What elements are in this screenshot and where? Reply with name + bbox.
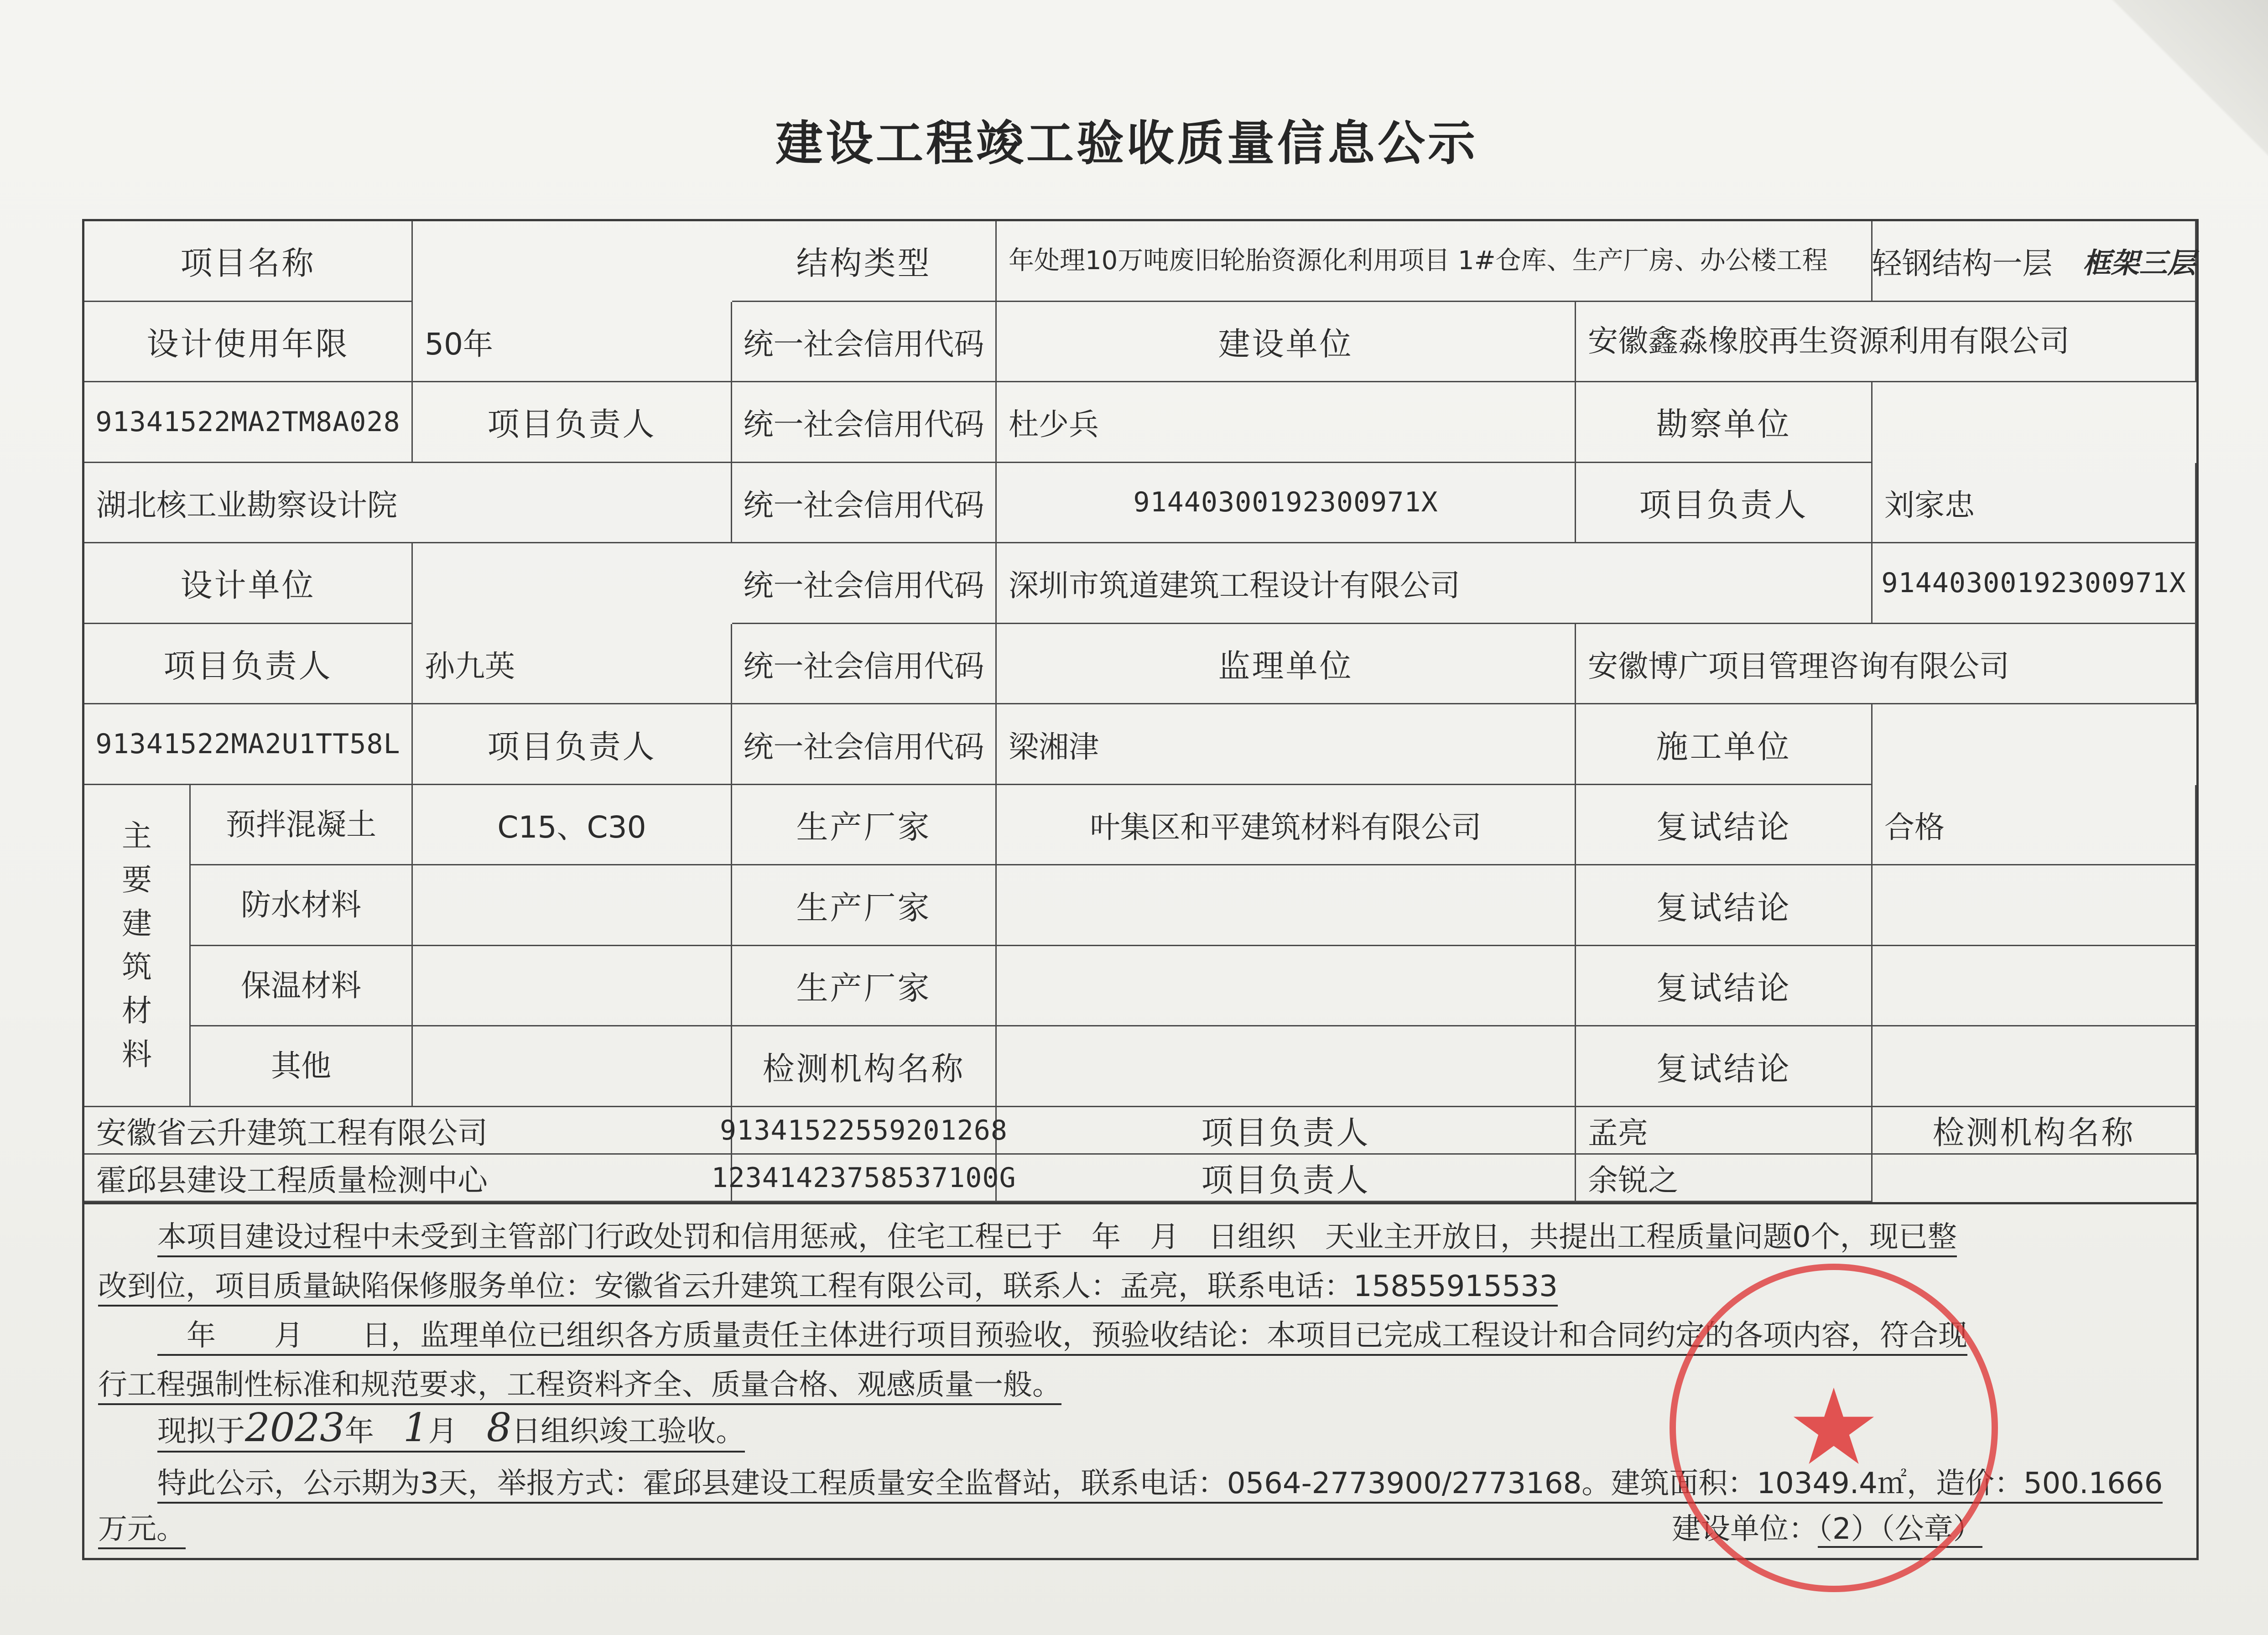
folded-corner [2076,0,2268,192]
project-name-label: 项目名称 [84,221,413,302]
maker-label: 生产厂家 [732,865,997,946]
design-life-label: 设计使用年限 [84,302,413,383]
retest-result [1873,1026,2196,1107]
notice-line: 年 月 日，监理单位已组织各方质量责任主体进行项目预验收，预验收结论：本项目已完成工程设计和合同约定的各项内容，符合现 [157,1312,1967,1356]
unit-label: 检测机构名称 [1873,1107,2196,1155]
notice-line: 改到位，项目质量缺陷保修服务单位：安徽省云升建筑工程有限公司，联系人：孟亮，联系电话：15855915533 [98,1263,1558,1307]
unit-name: 安徽鑫淼橡胶再生资源利用有限公司 [1576,302,2196,383]
unit-name: 湖北核工业勘察设计院 [84,463,732,544]
credit-code-label: 统一社会信用代码 [732,543,997,624]
credit-code-value: 91440300192300971X [997,463,1576,544]
unit-label: 监理单位 [997,624,1576,705]
leader-name: 刘家忠 [1873,463,2196,544]
notice-text: 年 [344,1415,374,1448]
leader-name: 孟亮 [1576,1107,1873,1155]
signature-value: （2）（公章） [1818,1512,1982,1548]
unit-label: 设计单位 [84,543,413,624]
notice-line: 本项目建设过程中未受到主管部门行政处罚和信用惩戒，住宅工程已于 年 月 日组织 天业主开放日，共提出工程质量问题0个，现已整 [157,1213,1957,1257]
unit-name: 霍邱县建设工程质量检测中心 [84,1155,732,1202]
credit-code-value: 91341522MA2TM8A028 [84,382,413,463]
materials-label-char: 筑 [122,949,152,985]
leader-label: 项目负责人 [413,704,732,785]
maker-label: 生产厂家 [732,946,997,1027]
notice-line: 行工程强制性标准和规范要求，工程资料齐全、质量合格、观感质量一般。 [98,1361,1061,1405]
structure-type-cell [1873,221,2196,302]
material-label: 其他 [271,1048,331,1084]
unit-label: 施工单位 [1576,704,1873,785]
info-table [82,219,2199,1204]
leader-name: 余锐之 [1576,1155,1873,1202]
notice-text: 日组织竣工验收。 [511,1415,745,1448]
material-spec [413,946,732,1027]
materials-label-char: 料 [122,1036,152,1072]
acceptance-date-line [157,1405,745,1453]
credit-code-label: 统一社会信用代码 [732,463,997,544]
credit-code-label: 统一社会信用代码 [732,624,997,705]
credit-code-label: 统一社会信用代码 [732,302,997,383]
unit-name: 安徽博广项目管理咨询有限公司 [1576,624,2196,705]
maker-name [997,865,1576,946]
notice-text: 现拟于 [157,1415,245,1448]
design-life-value: 50年 [413,302,732,383]
maker-name [997,946,1576,1027]
retest-label: 复试结论 [1576,865,1873,946]
material-spec: C15、C30 [413,785,732,866]
company-seal [1670,1264,1998,1592]
materials-section-label [84,785,413,1107]
unit-label: 建设单位 [997,302,1576,383]
materials-label-char: 建 [122,906,152,941]
credit-code-value: 91440300192300971X [1873,543,2196,624]
project-name-value: 年处理10万吨废旧轮胎资源化利用项目 1#仓库、生产厂房、办公楼工程 [997,221,1873,302]
leader-label: 项目负责人 [84,624,413,705]
handwritten-month: 1 [403,1405,428,1451]
handwritten-day: 8 [486,1405,512,1451]
inspection-agency-label: 检测机构名称 [732,1026,997,1107]
materials-label-char: 要 [122,862,152,898]
maker-name: 叶集区和平建筑材料有限公司 [997,785,1576,866]
material-spec [413,1026,732,1107]
handwritten-year: 2023 [245,1405,345,1451]
credit-code-value: 91341522559201268 [732,1107,997,1155]
inspection-agency-name [997,1026,1576,1107]
credit-code-label: 统一社会信用代码 [732,704,997,785]
retest-label: 复试结论 [1576,946,1873,1027]
materials-label-char: 主 [122,818,152,854]
leader-name: 孙九英 [413,624,732,705]
leader-name: 杜少兵 [997,382,1576,463]
structure-type-value: 轻钢结构一层 [1872,246,2053,281]
retest-result [1873,946,2196,1027]
material-label: 预拌混凝土 [191,785,411,866]
unit-name: 深圳市筑道建筑工程设计有限公司 [997,543,1873,624]
leader-label: 项目负责人 [997,1107,1576,1155]
material-label: 防水材料 [191,865,411,946]
leader-name: 梁湘津 [997,704,1576,785]
retest-result [1873,865,2196,946]
maker-label: 生产厂家 [732,785,997,866]
notice-line: 万元。 [98,1505,186,1549]
unit-name: 安徽省云升建筑工程有限公司 [84,1107,732,1155]
unit-label: 勘察单位 [1576,382,1873,463]
notice-line: 特此公示，公示期为3天，举报方式：霍邱县建设工程质量安全监督站，联系电话：0564-2773900/2773168。建筑面积：10349.4㎡，造价：500.1666 [157,1460,2163,1504]
leader-label: 项目负责人 [413,382,732,463]
structure-type-label: 结构类型 [732,221,997,302]
structure-handwritten-note: 框架三层 [2082,246,2196,280]
material-spec [413,865,732,946]
retest-label: 复试结论 [1576,785,1873,866]
leader-label: 项目负责人 [1576,463,1873,544]
seal-star-icon: ★ [1786,1367,1881,1489]
credit-code-label: 统一社会信用代码 [732,382,997,463]
material-label: 保温材料 [191,946,411,1027]
leader-label: 项目负责人 [997,1155,1576,1202]
handwritten-slash [2051,233,2070,289]
materials-label-char: 材 [122,993,152,1029]
credit-code-value: 91341522MA2U1TT58L [84,704,413,785]
signature-label: 建设单位： [1672,1512,1818,1546]
retest-result: 合格 [1873,785,2196,866]
page-title: 建设工程竣工验收质量信息公示 [775,115,1478,171]
credit-code-value: 12341423758537100G [732,1155,997,1202]
notice-text: 月 [428,1415,458,1448]
retest-label: 复试结论 [1576,1026,1873,1107]
